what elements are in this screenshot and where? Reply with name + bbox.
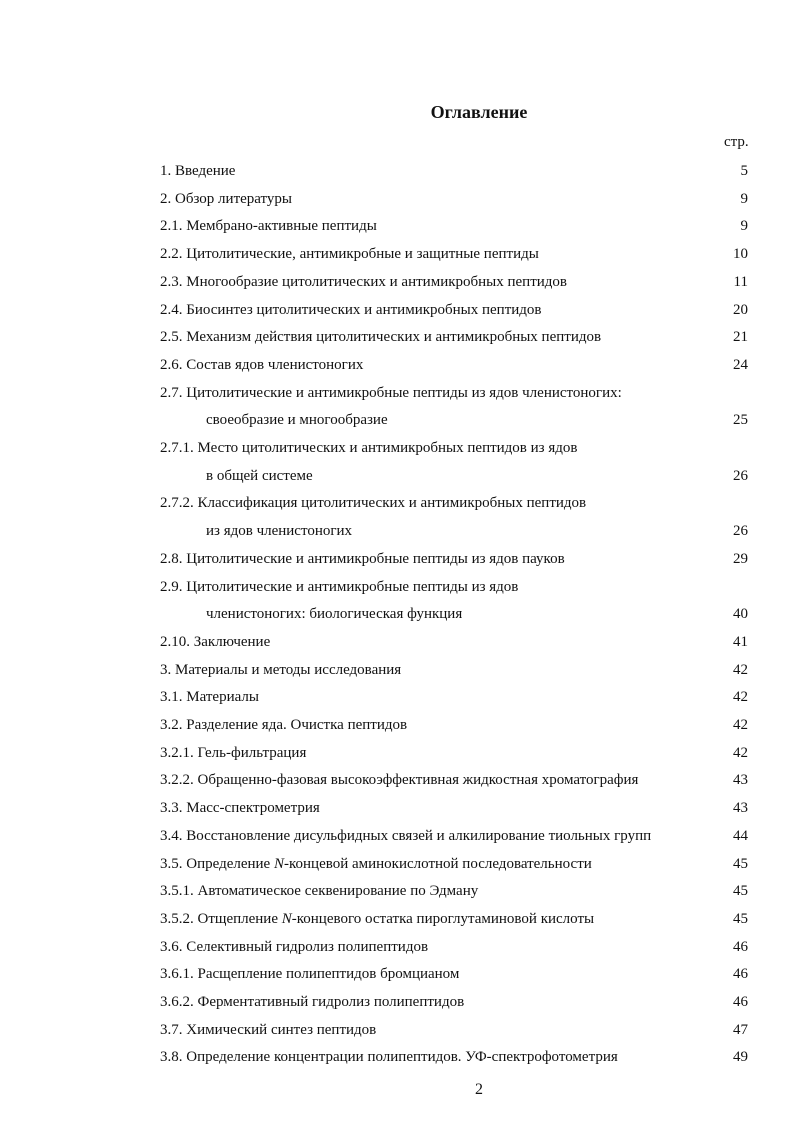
toc-entry-page: 10: [733, 246, 748, 263]
toc-entry: [0, 659, 793, 681]
toc-entry-title: 2.8. Цитолитические и антимикробные пептиды из ядов пауков: [160, 550, 565, 567]
toc-entry-title: 2. Обзор литературы: [160, 190, 292, 207]
toc-entry-title: 3. Материалы и методы исследования: [160, 661, 402, 678]
toc-entry-page: 29: [733, 550, 748, 567]
toc-entry-page: 41: [733, 633, 748, 650]
toc-entry: [0, 1019, 793, 1041]
toc-entry: [0, 908, 793, 930]
toc-entry: [0, 825, 793, 847]
toc-entry: [0, 299, 793, 321]
toc-entry-title: членистоногих: биологическая функция: [206, 606, 463, 623]
toc-entry-title: 1. Введение: [160, 163, 236, 179]
toc-entry-title: 2.2. Цитолитические, антимикробные и защитные пептиды: [160, 246, 539, 263]
toc-entry-title: 3.2.1. Гель-фильтрация: [160, 744, 307, 761]
toc-entry-page: 26: [733, 467, 748, 484]
toc-entry-title: 3.3. Масс-спектрометрия: [160, 800, 320, 817]
toc-entry-page: 46: [733, 966, 748, 983]
toc-entry-page: 45: [733, 910, 748, 927]
toc-entry: [0, 991, 793, 1013]
toc-entry-page: 42: [733, 661, 748, 678]
toc-entry: [0, 603, 793, 625]
toc-entry-title: 3.2.2. Обращенно-фазовая высокоэффективная жидкостная хроматография: [160, 772, 639, 789]
toc-entry-page: 40: [733, 606, 748, 623]
toc-entry-title: 3.8. Определение концентрации полипептидов. УФ-спектрофотометрия: [160, 1049, 618, 1066]
toc-entry-title: 3.2. Разделение яда. Очистка пептидов: [160, 717, 408, 733]
toc-entry-title: 3.5. Определение N-концевой аминокислотной последовательности: [160, 855, 592, 872]
toc-entry-title: 2.4. Биосинтез цитолитических и антимикробных пептидов: [160, 301, 542, 318]
toc-entry: [0, 271, 793, 293]
toc-entry-title: 2.1. Мембрано-активные пептиды: [160, 218, 377, 235]
toc-entry-page: 46: [733, 938, 748, 955]
toc-entry-title: своеобразие и многообразие: [206, 412, 388, 429]
toc-entry-page: 21: [733, 329, 748, 346]
toc-entry-title: 3.6. Селективный гидролиз полипептидов: [160, 938, 429, 955]
toc-entry: [0, 576, 793, 598]
toc-entry: [0, 714, 793, 736]
toc-entry: [0, 1046, 793, 1068]
toc-entry-page: 11: [733, 273, 748, 290]
toc-entry-page: 45: [733, 883, 748, 900]
toc-entry-title: 2.7.1. Место цитолитических и антимикробных пептидов из ядов: [160, 440, 578, 456]
toc-entry-title: 3.6.1. Расщепление полипептидов бромцианом: [160, 966, 460, 983]
toc-entry: [0, 548, 793, 570]
toc-entry: [0, 354, 793, 376]
toc-entry-page: 9: [740, 190, 748, 207]
toc-entry-page: 20: [733, 301, 748, 318]
toc-entry-title: 2.9. Цитолитические и антимикробные пептиды из ядов: [160, 578, 519, 595]
toc-entry-title: 2.7. Цитолитические и антимикробные пептиды из ядов членистоногих:: [160, 384, 622, 401]
toc-entry-page: 26: [733, 523, 748, 540]
toc-entry-title: 3.4. Восстановление дисульфидных связей и алкилирование тиольных групп: [160, 827, 652, 844]
toc-entry-title: 2.10. Заключение: [160, 633, 271, 650]
toc-entry-title: 3.5.1. Автоматическое секвенирование по Эдману: [160, 883, 479, 900]
toc-entry-page: 47: [733, 1021, 748, 1038]
toc-entry: [0, 631, 793, 653]
toc-entry: [0, 686, 793, 708]
toc-entry-page: 9: [740, 218, 748, 235]
toc-entry: [0, 382, 793, 404]
toc-entry-title: 2.3. Многообразие цитолитических и антимикробных пептидов: [160, 273, 567, 290]
page-title: Оглавление: [430, 102, 528, 122]
toc-entry: [0, 520, 793, 542]
toc-entry: [0, 409, 793, 431]
toc-entry-title: 3.1. Материалы: [160, 689, 259, 706]
toc-entry: [0, 160, 793, 182]
toc-entry-page: 42: [733, 717, 748, 733]
toc-entry: [0, 769, 793, 791]
toc-entry-page: 43: [733, 772, 748, 789]
toc-entry-title: из ядов членистоногих: [206, 523, 353, 540]
toc-entry: [0, 853, 793, 875]
toc-entry: [0, 963, 793, 985]
page-column-label: стр.: [724, 134, 749, 150]
toc-entry-title: 2.5. Механизм действия цитолитических и антимикробных пептидов: [160, 329, 602, 346]
toc-entry: [0, 797, 793, 819]
toc-entry-title: 2.6. Состав ядов членистоногих: [160, 356, 364, 373]
toc-entry: [0, 437, 793, 459]
page-number: 2: [475, 1081, 483, 1098]
toc-entry-page: 25: [733, 412, 748, 429]
toc-entry: [0, 326, 793, 348]
toc-entry: [0, 465, 793, 487]
toc-entry-page: 46: [733, 994, 748, 1010]
toc-entry: [0, 936, 793, 958]
toc-entry-title: 3.5.2. Отщепление N-концевого остатка пироглутаминовой кислоты: [160, 910, 595, 927]
toc-entry-page: 5: [740, 163, 748, 179]
toc-entry: [0, 243, 793, 265]
toc-entry-title: 3.7. Химический синтез пептидов: [160, 1021, 377, 1038]
toc-entry: [0, 492, 793, 514]
toc-entry-title: 2.7.2. Классификация цитолитических и антимикробных пептидов: [160, 495, 587, 512]
toc-entry-page: 45: [733, 855, 748, 872]
toc-entry-title: в общей системе: [206, 467, 313, 484]
toc-entry-page: 42: [733, 689, 748, 706]
toc-entry-page: 42: [733, 744, 748, 761]
toc-entry: [0, 188, 793, 210]
toc-entry: [0, 742, 793, 764]
toc-entry-page: 43: [733, 800, 748, 817]
toc-entry: [0, 215, 793, 237]
toc-entry-page: 44: [733, 827, 748, 844]
toc-entry-page: 24: [733, 356, 748, 373]
toc-entry-page: 49: [733, 1049, 748, 1066]
toc-entry-title: 3.6.2. Ферментативный гидролиз полипептидов: [160, 994, 465, 1010]
toc-entry: [0, 880, 793, 902]
